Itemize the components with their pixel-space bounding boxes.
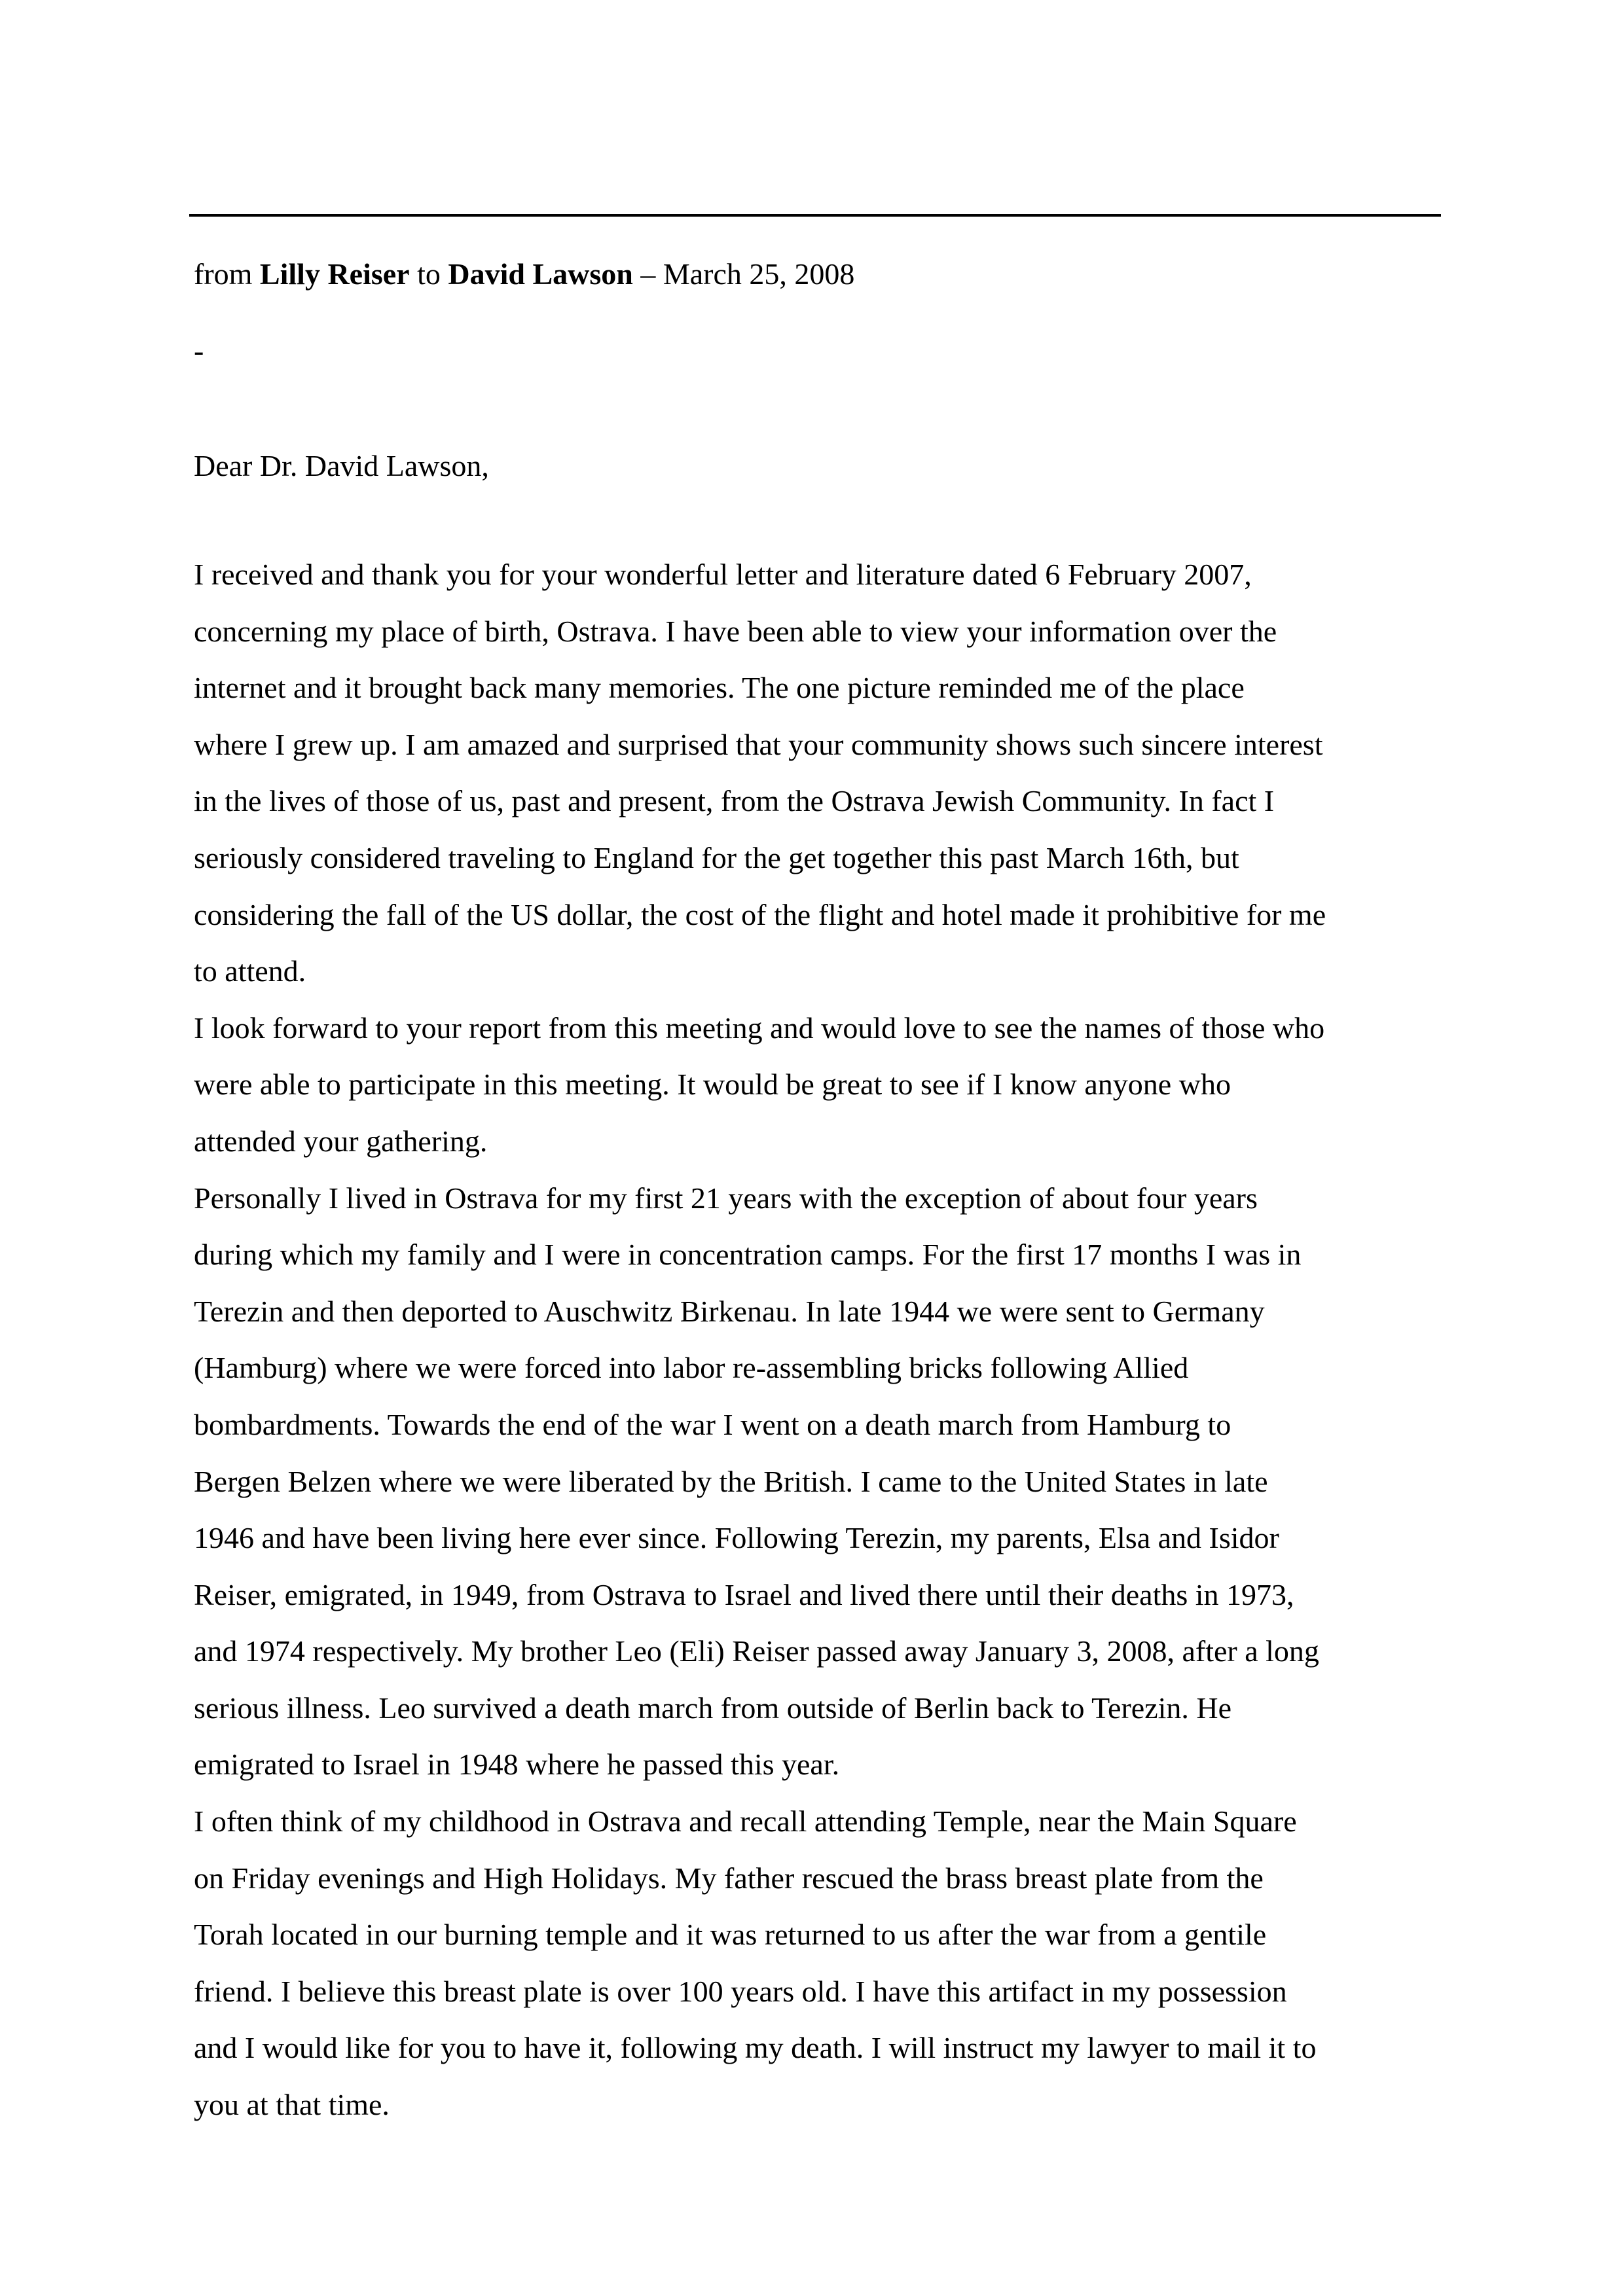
- body-line: were able to participate in this meeting. It would be great to see if I know anyone who: [194, 1067, 1231, 1102]
- body-line: seriously considered traveling to England for the get together this past March 16th, but: [194, 840, 1239, 874]
- body-line: concerning my place of birth, Ostrava. I have been able to view your information over the: [194, 614, 1277, 648]
- body-line: I often think of my childhood in Ostrava and recall attending Temple, near the Main Square: [194, 1804, 1297, 1839]
- dash-mark: -: [194, 334, 204, 367]
- body-line: serious illness. Leo survived a death march from outside of Berlin back to Terezin. He: [194, 1691, 1232, 1725]
- body-line: Terezin and then deported to Auschwitz Birkenau. In late 1944 we were sent to Germany: [194, 1294, 1265, 1328]
- body-line: (Hamburg) where we were forced into labor re-assembling bricks following Allied: [194, 1351, 1189, 1385]
- body-line: friend. I believe this breast plate is over 100 years old. I have this artifact in my possession: [194, 1974, 1287, 2008]
- salutation: Dear Dr. David Lawson,: [194, 449, 489, 482]
- body-line: and I would like for you to have it, following my death. I will instruct my lawyer to mail it to: [194, 2031, 1317, 2065]
- body-line: on Friday evenings and High Holidays. My father rescued the brass breast plate from the: [194, 1861, 1264, 1895]
- body-line: and 1974 respectively. My brother Leo (Eli) Reiser passed away January 3, 2008, after a long: [194, 1634, 1319, 1668]
- recipient-name: David Lawson: [448, 257, 633, 291]
- body-line: emigrated to Israel in 1948 where he passed this year.: [194, 1748, 840, 1782]
- body-line: Torah located in our burning temple and it was returned to us after the war from a gentile: [194, 1918, 1267, 1952]
- header-rule: [189, 214, 1441, 217]
- body-line: where I grew up. I am amazed and surprised that your community shows such sincere interest: [194, 727, 1323, 761]
- letter-header: [194, 255, 854, 293]
- body-line: to attend.: [194, 954, 306, 988]
- to-word: to: [409, 257, 448, 291]
- body-line: Personally I lived in Ostrava for my first 21 years with the exception of about four years: [194, 1181, 1258, 1215]
- body-line: Reiser, emigrated, in 1949, from Ostrava to Israel and lived there until their deaths in 1973,: [194, 1577, 1294, 1611]
- body-line: considering the fall of the US dollar, the cost of the flight and hotel made it prohibitive for me: [194, 897, 1326, 931]
- body-line: I received and thank you for your wonderful letter and literature dated 6 February 2007,: [194, 558, 1252, 591]
- sender-name: Lilly Reiser: [259, 257, 410, 291]
- body-line: Bergen Belzen where we were liberated by the British. I came to the United States in late: [194, 1464, 1268, 1498]
- body-line: you at that time.: [194, 2088, 390, 2122]
- body-line: internet and it brought back many memories. The one picture reminded me of the place: [194, 671, 1245, 705]
- letter-body: [194, 556, 1444, 2143]
- body-line: I look forward to your report from this meeting and would love to see the names of those who: [194, 1011, 1325, 1045]
- body-line: in the lives of those of us, past and present, from the Ostrava Jewish Community. In fact I: [194, 784, 1275, 818]
- from-prefix: from: [194, 257, 260, 291]
- body-line: during which my family and I were in concentration camps. For the first 17 months I was in: [194, 1238, 1302, 1272]
- body-line: attended your gathering.: [194, 1124, 488, 1158]
- body-line: 1946 and have been living here ever since. Following Terezin, my parents, Elsa and Isidor: [194, 1521, 1279, 1555]
- letter-date: March 25, 2008: [663, 257, 855, 291]
- body-line: bombardments. Towards the end of the war I went on a death march from Hamburg to: [194, 1407, 1231, 1441]
- date-separator: –: [632, 257, 663, 291]
